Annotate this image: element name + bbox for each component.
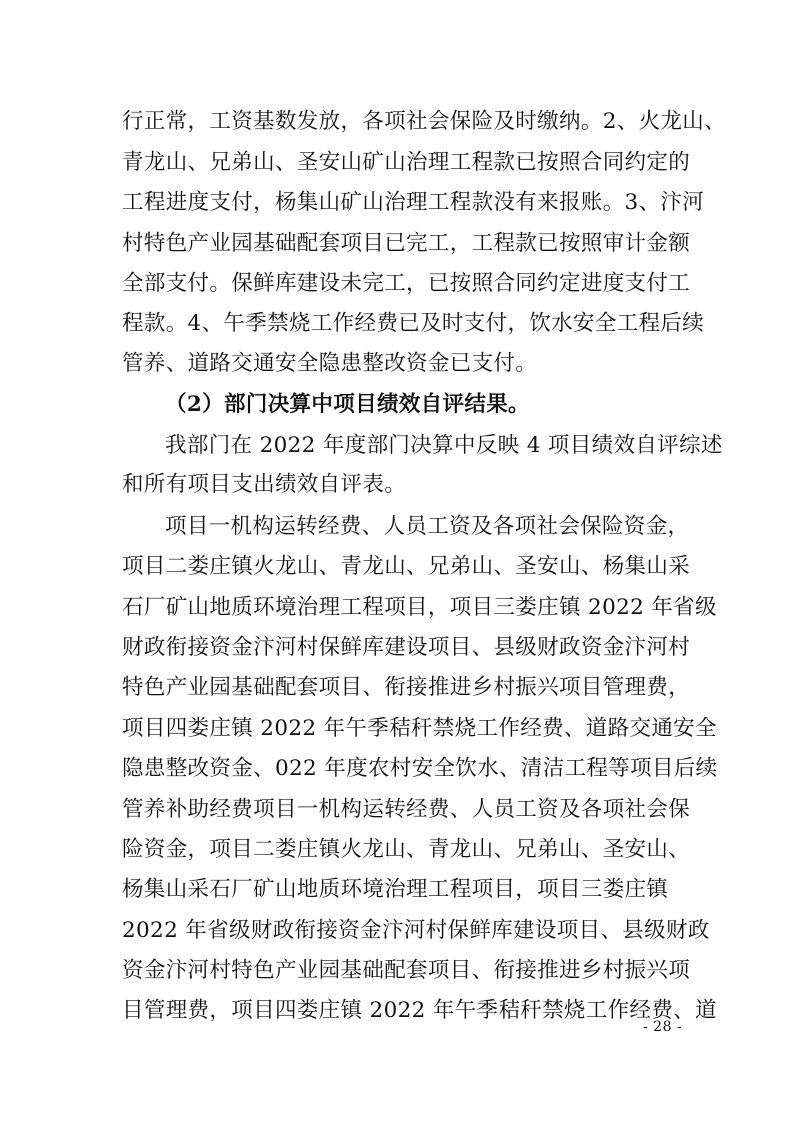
text-line-23: 目管理费，项目四娄庄镇 2022 年午季秸秆禁烧工作经费、道 xyxy=(122,998,717,1023)
text-line-7: 管养、道路交通安全隐患整改资金已支付。 xyxy=(122,351,538,376)
text-line-4: 村特色产业园基础配套项目已完工，工程款已按照审计金额 xyxy=(122,231,691,256)
text-line-9: 我部门在 2022 年度部门决算中反映 4 项目绩效自评综述 xyxy=(165,433,723,458)
text-line-16: 项目四娄庄镇 2022 年午季秸秆禁烧工作经费、道路交通安全 xyxy=(122,716,717,741)
text-line-20: 杨集山采石厂矿山地质环境治理工程项目，项目三娄庄镇 xyxy=(122,877,669,902)
text-line-13: 石厂矿山地质环境治理工程项目，项目三娄庄镇 2022 年省级 xyxy=(122,595,717,620)
text-line-22: 资金汴河村特色产业园基础配套项目、衔接推进乡村振兴项 xyxy=(122,958,691,983)
text-line-5: 全部支付。保鲜库建设未完工，已按照合同约定进度支付工 xyxy=(122,271,691,296)
text-line-1: 行正常，工资基数发放，各项社会保险及时缴纳。2、火龙山、 xyxy=(122,109,726,134)
text-line-10: 和所有项目支出绩效自评表。 xyxy=(122,472,407,497)
text-line-14: 财政衔接资金汴河村保鲜库建设项目、县级财政资金汴河村 xyxy=(122,635,691,660)
text-line-11: 项目一机构运转经费、人员工资及各项社会保险资金， xyxy=(165,514,690,539)
text-line-2: 青龙山、兄弟山、圣安山矿山治理工程款已按照合同约定的 xyxy=(122,150,691,175)
text-line-12: 项目二娄庄镇火龙山、青龙山、兄弟山、圣安山、杨集山采 xyxy=(122,554,691,579)
section-heading: （2）部门决算中项目绩效自评结果。 xyxy=(165,392,530,417)
text-line-15: 特色产业园基础配套项目、衔接推进乡村振兴项目管理费， xyxy=(122,675,691,700)
text-line-18: 管养补助经费项目一机构运转经费、人员工资及各项社会保 xyxy=(122,797,691,822)
text-line-17: 隐患整改资金、022 年度农村安全饮水、清洁工程等项目后续 xyxy=(122,756,718,781)
text-line-6: 程款。4、午季禁烧工作经费已及时支付，饮水安全工程后续 xyxy=(122,311,705,336)
text-line-19: 险资金，项目二娄庄镇火龙山、青龙山、兄弟山、圣安山、 xyxy=(122,837,691,862)
text-line-21: 2022 年省级财政衔接资金汴河村保鲜库建设项目、县级财政 xyxy=(122,918,710,943)
text-line-3: 工程进度支付，杨集山矿山治理工程款没有来报账。3、汴河 xyxy=(122,190,705,215)
page-number: - 28 - xyxy=(643,1019,683,1035)
